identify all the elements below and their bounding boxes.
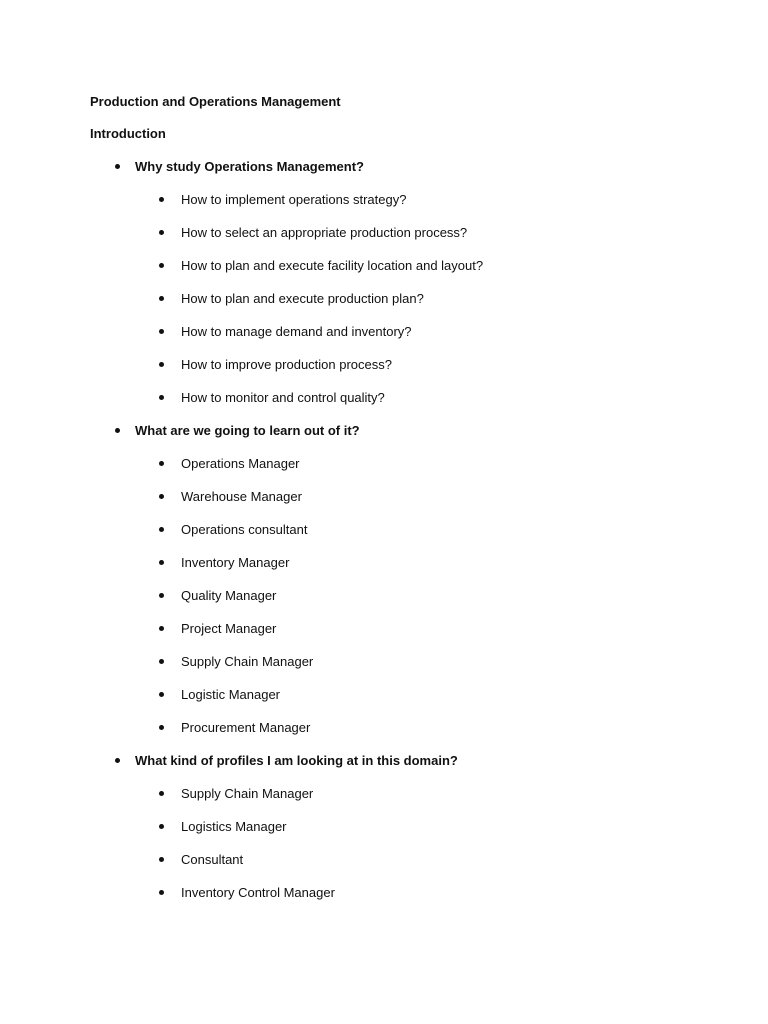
- list-item: Consultant: [181, 852, 244, 867]
- section-heading: Introduction: [90, 126, 166, 141]
- list-item: Supply Chain Manager: [181, 654, 314, 669]
- section-question: Why study Operations Management?: [135, 159, 364, 174]
- list-item: Logistics Manager: [181, 819, 287, 834]
- list-item: How to plan and execute facility location and layout?: [181, 258, 484, 273]
- list-item: Inventory Manager: [181, 555, 290, 570]
- list-item: How to improve production process?: [181, 357, 392, 372]
- list-item: How to manage demand and inventory?: [181, 324, 412, 339]
- bullet-icon: [159, 494, 164, 499]
- bullet-icon: [159, 824, 164, 829]
- bullet-icon: [159, 791, 164, 796]
- list-item: How to monitor and control quality?: [181, 390, 385, 405]
- section-question: What are we going to learn out of it?: [135, 423, 360, 438]
- list-item: How to implement operations strategy?: [181, 192, 407, 207]
- bullet-icon: [159, 395, 164, 400]
- bullet-icon: [159, 197, 164, 202]
- bullet-icon: [159, 362, 164, 367]
- bullet-icon: [159, 659, 164, 664]
- bullet-icon: [159, 461, 164, 466]
- bullet-icon: [159, 329, 164, 334]
- bullet-icon: [159, 230, 164, 235]
- list-item: Operations consultant: [181, 522, 308, 537]
- bullet-icon: [159, 296, 164, 301]
- document-title: Production and Operations Management: [90, 94, 341, 109]
- bullet-icon: [115, 758, 120, 763]
- bullet-icon: [159, 263, 164, 268]
- bullet-icon: [159, 890, 164, 895]
- list-item: Operations Manager: [181, 456, 300, 471]
- list-item: Quality Manager: [181, 588, 277, 603]
- bullet-icon: [159, 527, 164, 532]
- bullet-icon: [159, 857, 164, 862]
- bullet-icon: [159, 626, 164, 631]
- list-item: How to select an appropriate production process?: [181, 225, 468, 240]
- list-item: Supply Chain Manager: [181, 786, 314, 801]
- bullet-icon: [159, 560, 164, 565]
- list-item: How to plan and execute production plan?: [181, 291, 424, 306]
- section-question: What kind of profiles I am looking at in this domain?: [135, 753, 458, 768]
- list-item: Warehouse Manager: [181, 489, 302, 504]
- bullet-icon: [159, 692, 164, 697]
- list-item: Inventory Control Manager: [181, 885, 335, 900]
- list-item: Project Manager: [181, 621, 277, 636]
- list-item: Procurement Manager: [181, 720, 311, 735]
- bullet-icon: [115, 164, 120, 169]
- bullet-icon: [159, 725, 164, 730]
- bullet-icon: [115, 428, 120, 433]
- list-item: Logistic Manager: [181, 687, 280, 702]
- bullet-icon: [159, 593, 164, 598]
